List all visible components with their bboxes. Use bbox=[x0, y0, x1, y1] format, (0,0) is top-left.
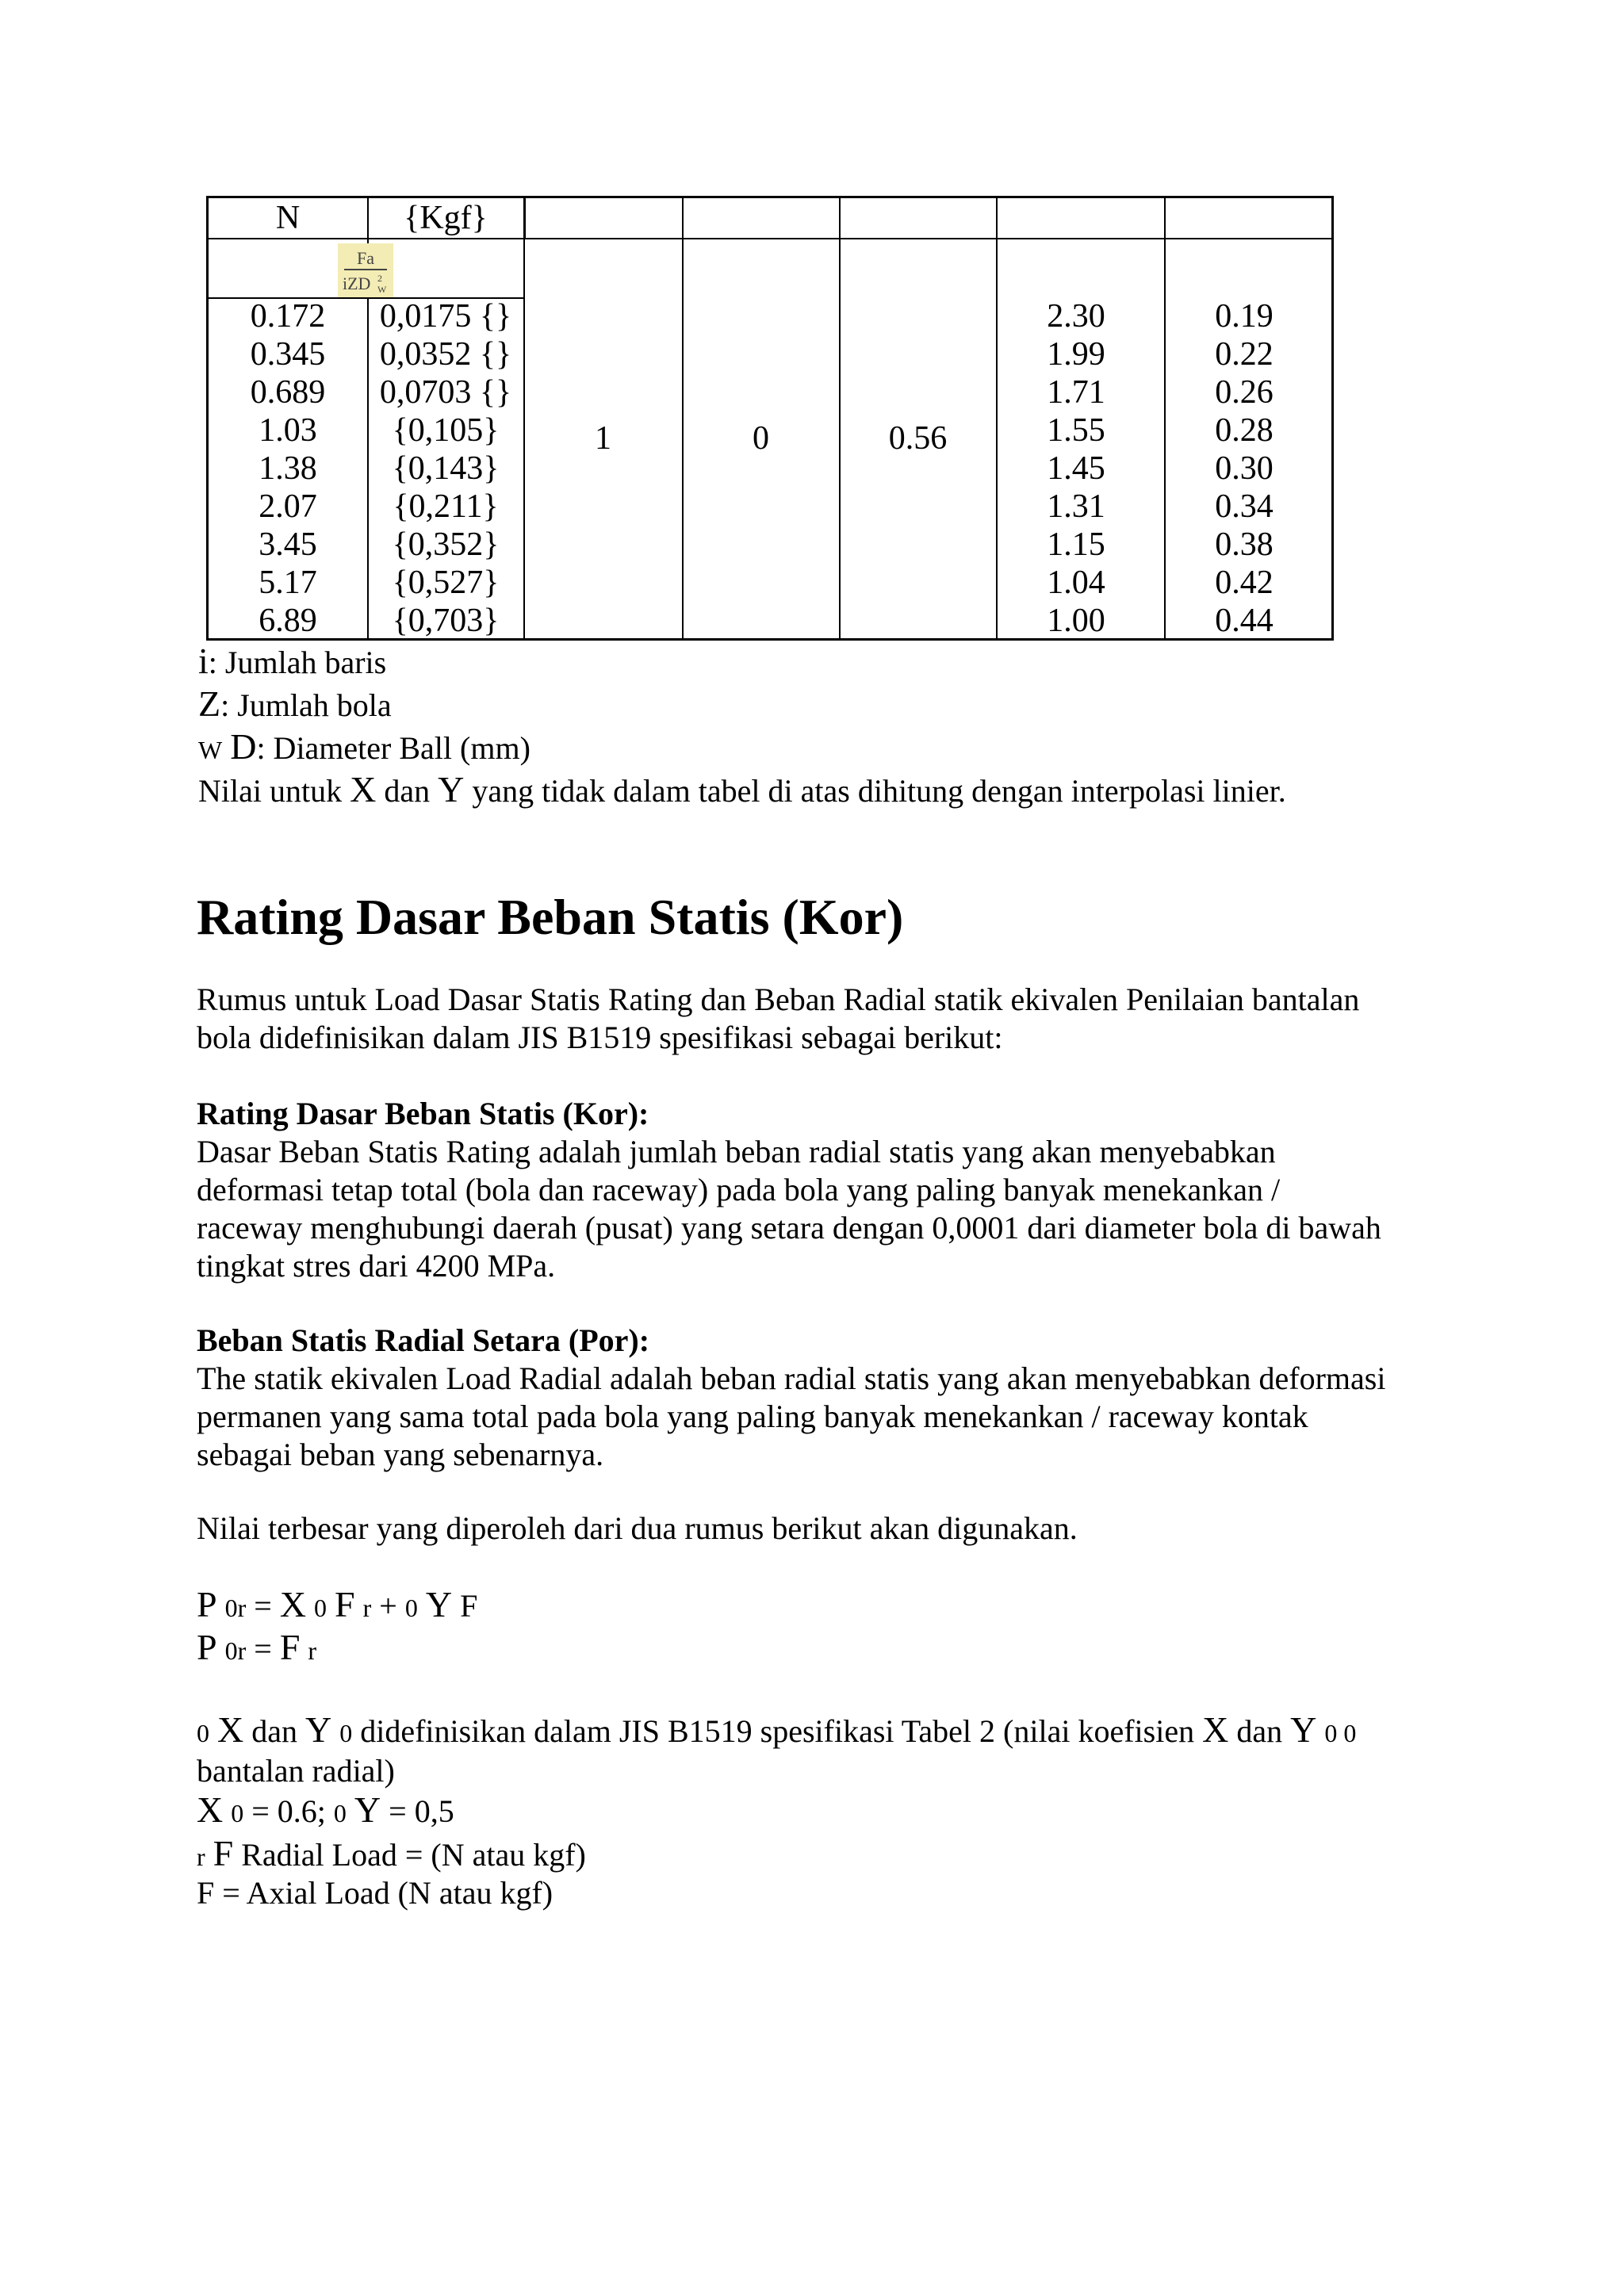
d-symbol: D bbox=[230, 726, 257, 767]
f1-y: Y bbox=[425, 1584, 453, 1624]
equivalent-load-section bbox=[197, 1322, 1434, 1474]
val-y: Y bbox=[354, 1789, 381, 1830]
f1-p: P bbox=[197, 1584, 217, 1624]
table-cell-n: 0.345 bbox=[250, 336, 326, 373]
table-cell-n: 1.03 bbox=[259, 412, 317, 449]
interp-mid: dan bbox=[376, 773, 439, 809]
table-cell-y: 0.28 bbox=[1215, 412, 1274, 449]
table-cell-n: 0.689 bbox=[250, 374, 326, 411]
interp-pre: Nilai untuk bbox=[198, 773, 350, 809]
table-cell-n: 6.89 bbox=[259, 603, 317, 639]
table-cell-y: 0.38 bbox=[1215, 526, 1274, 563]
note-dw bbox=[198, 728, 530, 769]
f1-plus: + bbox=[371, 1588, 405, 1624]
merged-cell-056: 0.56 bbox=[888, 419, 948, 457]
f2-f: F bbox=[279, 1627, 301, 1667]
val-xval: = 0.6; bbox=[243, 1793, 334, 1829]
table-cell-e: 1.45 bbox=[1047, 450, 1105, 487]
table-cell-y: 0.22 bbox=[1215, 336, 1274, 373]
val-yval: = 0,5 bbox=[381, 1793, 454, 1829]
val-sub0: 0 bbox=[231, 1799, 244, 1827]
table-cell-kgf: {0,211} bbox=[393, 488, 499, 525]
i-symbol: i bbox=[198, 641, 209, 681]
val-x: X bbox=[197, 1789, 224, 1830]
svg-text:iZD: iZD bbox=[343, 274, 371, 293]
static-rating-line: raceway menghubungi daerah (pusat) yang setara dengan 0,0001 dari diameter bola di bawah bbox=[197, 1210, 1381, 1246]
table-cell-kgf: {0,703} bbox=[392, 603, 500, 639]
table-cell-n: 0.172 bbox=[250, 298, 326, 335]
table-cell-n: 3.45 bbox=[259, 526, 317, 563]
definition-line-1 bbox=[197, 1711, 1356, 1752]
table-cell-n: 2.07 bbox=[259, 488, 317, 525]
def-subend: 0 0 bbox=[1324, 1719, 1357, 1747]
i-text: : Jumlah baris bbox=[208, 645, 387, 680]
f1-f: F bbox=[335, 1584, 355, 1624]
table-cell-kgf: {0,352} bbox=[392, 526, 500, 563]
interp-y: Y bbox=[438, 769, 465, 809]
intro-line: bola didefinisikan dalam JIS B1519 spesifikasi sebagai berikut: bbox=[197, 1020, 1003, 1055]
f2-subr: r bbox=[308, 1636, 317, 1665]
note-z bbox=[198, 685, 392, 725]
table-cell-e: 2.30 bbox=[1047, 298, 1105, 335]
def-sub0: 0 bbox=[197, 1719, 209, 1747]
table-cell-kgf: 0,0703 {} bbox=[379, 374, 512, 411]
largest-value-note: Nilai terbesar yang diperoleh dari dua rumus berikut akan digunakan. bbox=[197, 1510, 1078, 1546]
table-cell-kgf: {0,527} bbox=[392, 564, 500, 601]
static-rating-line: Dasar Beban Statis Rating adalah jumlah beban radial statis yang akan menyebabkan bbox=[197, 1134, 1276, 1169]
coefficient-values bbox=[197, 1791, 454, 1832]
static-rating-title: Rating Dasar Beban Statis (Kor): bbox=[197, 1096, 649, 1131]
w-subscript: W bbox=[198, 736, 223, 764]
equivalent-load-title: Beban Statis Radial Setara (Por): bbox=[197, 1322, 650, 1358]
table-cell-e: 1.04 bbox=[1047, 564, 1105, 601]
static-rating-section bbox=[197, 1095, 1434, 1285]
merged-cell-0: 0 bbox=[753, 419, 769, 457]
def-mid2: dan bbox=[1228, 1713, 1291, 1749]
def-text: didefinisikan dalam JIS B1519 spesifikasi Tabel 2 (nilai koefisien bbox=[352, 1713, 1203, 1749]
table-cell-y: 0.26 bbox=[1215, 374, 1274, 411]
definition-line-2: bantalan radial) bbox=[197, 1753, 395, 1789]
svg-text:Fa: Fa bbox=[357, 248, 374, 268]
z-text: : Jumlah bola bbox=[220, 687, 392, 723]
f1-eq: = bbox=[246, 1588, 280, 1624]
table-cell-e: 1.31 bbox=[1047, 488, 1105, 525]
fraction-formula-icon bbox=[338, 243, 393, 297]
table-cell-y: 0.34 bbox=[1215, 488, 1274, 525]
interp-post: yang tidak dalam tabel di atas dihitung dengan interpolasi linier. bbox=[464, 773, 1286, 809]
f2-p: P bbox=[197, 1627, 217, 1667]
def-x: X bbox=[217, 1709, 244, 1750]
note-interpolation bbox=[198, 771, 1286, 810]
coefficient-table bbox=[206, 196, 1334, 641]
svg-text:W: W bbox=[377, 284, 387, 295]
interp-x: X bbox=[350, 769, 377, 809]
def-mid: dan bbox=[243, 1713, 305, 1749]
static-rating-line: deformasi tetap total (bola dan raceway) pada bola yang paling banyak menekankan / bbox=[197, 1172, 1281, 1207]
table-cell-y: 0.42 bbox=[1215, 564, 1274, 601]
table-cell-kgf: {0,105} bbox=[392, 412, 500, 449]
section-heading: Rating Dasar Beban Statis (Kor) bbox=[197, 889, 904, 945]
table-cell-y: 0.19 bbox=[1215, 298, 1274, 335]
def-x2: X bbox=[1202, 1709, 1229, 1750]
table-cell-n: 5.17 bbox=[259, 564, 317, 601]
table-cell-n: 1.38 bbox=[259, 450, 317, 487]
z-symbol: Z bbox=[198, 683, 221, 724]
table-cell-kgf: 0,0352 {} bbox=[379, 336, 512, 373]
def-y2: Y bbox=[1290, 1709, 1317, 1750]
val-sub0b: 0 bbox=[333, 1799, 347, 1827]
table-cell-kgf: 0,0175 {} bbox=[379, 298, 512, 335]
equivalent-load-line: permanen yang sama total pada bola yang paling banyak menekankan / raceway kontak bbox=[197, 1399, 1308, 1434]
table-cell-e: 1.00 bbox=[1047, 603, 1105, 639]
header-n: N bbox=[275, 200, 301, 236]
radial-subr: r bbox=[197, 1843, 205, 1871]
f1-sub0r: 0r bbox=[224, 1594, 247, 1622]
def-sub0b: 0 bbox=[339, 1719, 353, 1747]
radial-load-line bbox=[197, 1835, 586, 1876]
intro-paragraph bbox=[197, 981, 1434, 1057]
f1-subr: r bbox=[362, 1594, 372, 1622]
intro-line: Rumus untuk Load Dasar Statis Rating dan Beban Radial statik ekivalen Penilaian bantalan bbox=[197, 982, 1360, 1017]
table-cell-e: 1.99 bbox=[1047, 336, 1105, 373]
header-kgf: {Kgf} bbox=[404, 200, 488, 236]
f2-sub0r: 0r bbox=[224, 1636, 247, 1665]
table-cell-e: 1.71 bbox=[1047, 374, 1105, 411]
axial-load-line: F = Axial Load (N atau kgf) bbox=[197, 1875, 553, 1911]
equivalent-load-line: sebagai beban yang sebenarnya. bbox=[197, 1437, 604, 1472]
radial-f: F bbox=[213, 1833, 234, 1873]
table-cell-e: 1.55 bbox=[1047, 412, 1105, 449]
static-rating-line: tingkat stres dari 4200 MPa. bbox=[197, 1248, 556, 1284]
d-text: : Diameter Ball (mm) bbox=[256, 730, 530, 766]
table-cell-kgf: {0,143} bbox=[392, 450, 500, 487]
table-cell-e: 1.15 bbox=[1047, 526, 1105, 563]
table-cell-y: 0.30 bbox=[1215, 450, 1274, 487]
svg-text:2: 2 bbox=[377, 273, 382, 284]
f1-sub0: 0 bbox=[314, 1594, 327, 1622]
radial-text: Radial Load = (N atau kgf) bbox=[233, 1837, 586, 1873]
f1-f2: F bbox=[460, 1588, 478, 1624]
merged-cell-1: 1 bbox=[595, 419, 611, 457]
f1-x: X bbox=[279, 1584, 307, 1624]
note-i bbox=[198, 642, 386, 682]
f2-eq: = bbox=[246, 1631, 280, 1667]
equivalent-load-line: The statik ekivalen Load Radial adalah beban radial statis yang akan menyebabkan deformasi bbox=[197, 1360, 1386, 1396]
formula-1 bbox=[197, 1586, 477, 1627]
f1-sub0b: 0 bbox=[404, 1594, 418, 1622]
formula-2 bbox=[197, 1628, 316, 1670]
def-y: Y bbox=[305, 1709, 332, 1750]
table-cell-y: 0.44 bbox=[1215, 603, 1274, 639]
